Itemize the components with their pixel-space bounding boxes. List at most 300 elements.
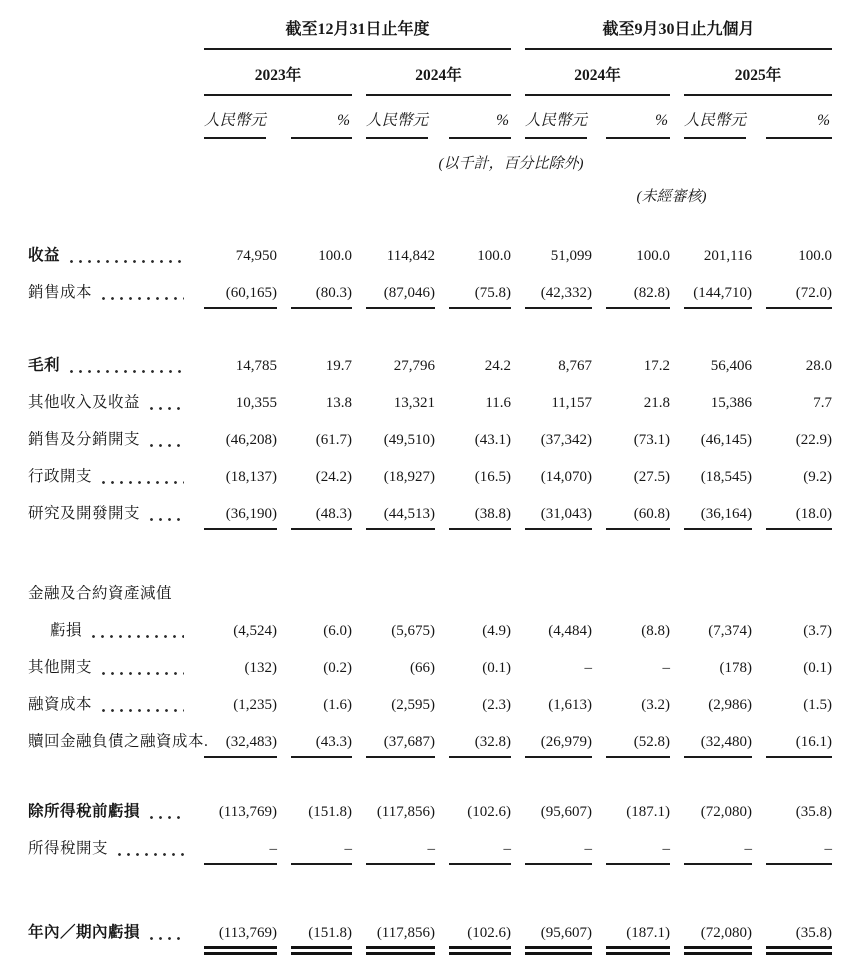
row-label: 銷售成本: [28, 284, 93, 301]
value-cell: [277, 905, 352, 955]
cell-value: 10,355: [235, 395, 277, 411]
value-cell: [511, 821, 592, 865]
percent-cell: [435, 96, 511, 139]
table-body: [28, 228, 832, 955]
year-header-row: [28, 50, 832, 96]
cell-value: 19.7: [325, 358, 352, 374]
cell-value: 7.7: [813, 395, 833, 411]
cell-value: (178): [719, 660, 753, 676]
value-cell: [752, 228, 832, 265]
value-cell: [670, 603, 752, 640]
dot-leader: [89, 634, 184, 639]
cell-value: (14,070): [540, 469, 593, 485]
cell-value: (8.8): [641, 623, 671, 639]
value-cell: [352, 603, 435, 640]
units-note-cell: [190, 139, 832, 173]
value-cell: [511, 265, 592, 309]
value-cell: [277, 486, 352, 530]
cell-value: (3.2): [641, 697, 671, 713]
cell-value: (44,513): [366, 506, 435, 530]
row-label-cell: [28, 821, 190, 865]
cell-value: (102.6): [449, 925, 511, 955]
cell-value: (18,137): [225, 469, 277, 485]
value-cell: [670, 566, 752, 603]
value-cell: [277, 228, 352, 265]
cell-value: (0.1): [482, 660, 512, 676]
dot-leader: [67, 369, 184, 374]
currency-label: 人民幣元: [525, 96, 587, 139]
cell-value: (1,613): [548, 697, 593, 713]
cell-value: 201,116: [703, 248, 753, 264]
dot-leader: [147, 936, 184, 941]
row-label-cell: [28, 905, 190, 955]
cell-value: (4,484): [548, 623, 593, 639]
cell-value: (1.6): [323, 697, 352, 713]
value-cell: [435, 486, 511, 530]
value-cell: [752, 375, 832, 412]
cell-value: (2.3): [482, 697, 512, 713]
cell-value: (95,607): [525, 925, 592, 955]
value-cell: [670, 412, 752, 449]
header-spacer-cell: [28, 173, 511, 206]
cell-value: (60,165): [204, 285, 277, 309]
value-cell: [277, 714, 352, 758]
row-label: 其他開支: [28, 659, 93, 676]
header-spacer-cell: [28, 10, 190, 50]
value-cell: [277, 566, 352, 603]
cell-value: (7,374): [708, 623, 753, 639]
cell-value: –: [606, 841, 670, 865]
cell-value: (75.8): [449, 285, 511, 309]
table-row: [28, 486, 832, 530]
value-cell: [511, 375, 592, 412]
dot-leader: [147, 815, 184, 820]
value-cell: [435, 265, 511, 309]
cell-value: (82.8): [606, 285, 670, 309]
value-cell: [190, 265, 277, 309]
value-cell: [435, 566, 511, 603]
value-cell: [435, 603, 511, 640]
row-label-cell: [28, 449, 190, 486]
value-cell: [752, 486, 832, 530]
value-cell: [190, 338, 277, 375]
cell-value: (61.7): [315, 432, 352, 448]
cell-value: (48.3): [291, 506, 352, 530]
value-cell: [670, 265, 752, 309]
value-cell: [435, 449, 511, 486]
table-row: [28, 784, 832, 821]
cell-value: (113,769): [218, 804, 277, 820]
table-row: [28, 449, 832, 486]
value-cell: [277, 265, 352, 309]
value-cell: [511, 412, 592, 449]
period-group-nine-months: [511, 10, 832, 50]
row-label-cell: [28, 640, 190, 677]
cell-value: (151.8): [291, 925, 352, 955]
cell-value: –: [366, 841, 435, 865]
period-header-annual: 截至12月31日止年度: [204, 10, 511, 50]
cell-value: (113,769): [204, 925, 277, 955]
value-cell: [277, 784, 352, 821]
value-cell: [352, 338, 435, 375]
table-row: [28, 714, 832, 758]
table-row: [28, 375, 832, 412]
value-cell: [752, 677, 832, 714]
value-cell: [670, 714, 752, 758]
value-cell: [670, 486, 752, 530]
value-cell: [752, 905, 832, 955]
percent-label: %: [766, 100, 832, 139]
row-label-cell: [28, 228, 190, 265]
cell-value: (18,927): [383, 469, 435, 485]
table-row: [28, 821, 832, 865]
value-cell: [435, 784, 511, 821]
section-spacer: [28, 758, 832, 784]
value-cell: [190, 821, 277, 865]
percent-cell: [592, 96, 670, 139]
cell-value: (6.0): [323, 623, 352, 639]
currency-cell: [190, 96, 277, 139]
cell-value: (18.0): [766, 506, 832, 530]
cell-value: (117,856): [366, 925, 435, 955]
value-cell: [435, 338, 511, 375]
cell-value: (38.8): [449, 506, 511, 530]
cell-value: (42,332): [525, 285, 592, 309]
cell-value: (43.1): [474, 432, 512, 448]
value-cell: [435, 228, 511, 265]
cell-value: (187.1): [606, 925, 670, 955]
cell-value: (0.2): [323, 660, 352, 676]
dot-leader: [147, 443, 184, 448]
value-cell: [592, 603, 670, 640]
value-cell: [592, 566, 670, 603]
cell-value: 8,767: [558, 358, 593, 374]
row-label-cell: [28, 603, 190, 640]
cell-value: (187.1): [626, 804, 671, 820]
value-cell: [670, 784, 752, 821]
cell-value: –: [584, 660, 593, 676]
year-cell-2025-9m: [670, 50, 832, 96]
value-cell: [752, 265, 832, 309]
value-cell: [670, 338, 752, 375]
value-cell: [352, 265, 435, 309]
value-cell: [277, 640, 352, 677]
value-cell: [277, 603, 352, 640]
value-cell: [190, 449, 277, 486]
value-cell: [277, 375, 352, 412]
table-row: [28, 905, 832, 955]
cell-value: (151.8): [308, 804, 352, 820]
cell-value: 100.0: [636, 248, 671, 264]
value-cell: [752, 338, 832, 375]
value-cell: [511, 603, 592, 640]
cell-value: (16.5): [474, 469, 512, 485]
dot-leader: [115, 852, 184, 857]
cell-value: 24.2: [484, 358, 512, 374]
table-row: [28, 640, 832, 677]
cell-value: (87,046): [366, 285, 435, 309]
table-row: [28, 677, 832, 714]
value-cell: [435, 821, 511, 865]
cell-value: (35.8): [766, 925, 832, 955]
row-label-cell: [28, 677, 190, 714]
cell-value: (2,595): [391, 697, 435, 713]
year-header-2024-9m: 2024年: [525, 50, 670, 96]
cell-value: (32,483): [204, 734, 277, 758]
period-header-nine-months: 截至9月30日止九個月: [525, 10, 832, 50]
section-spacer: [28, 530, 832, 566]
year-cell-2024: [352, 50, 511, 96]
cell-value: 27,796: [393, 358, 435, 374]
cell-value: (37,342): [540, 432, 593, 448]
cell-value: (46,145): [700, 432, 753, 448]
value-cell: [190, 905, 277, 955]
row-label: 除所得稅前虧損: [28, 803, 141, 820]
header-spacer-cell: [28, 139, 190, 173]
cell-value: (1.5): [803, 697, 833, 713]
value-cell: [670, 640, 752, 677]
value-cell: [435, 677, 511, 714]
value-cell: [190, 375, 277, 412]
cell-value: (72,080): [700, 804, 753, 820]
value-cell: [190, 784, 277, 821]
units-note-row: [28, 139, 832, 173]
value-cell: [670, 905, 752, 955]
row-label: 金融及合約資產減值: [28, 585, 173, 602]
unit-header-row: [28, 96, 832, 139]
currency-label: 人民幣元: [684, 96, 746, 139]
section-spacer: [28, 865, 832, 905]
value-cell: [511, 714, 592, 758]
value-cell: [592, 338, 670, 375]
cell-value: (132): [244, 660, 277, 676]
cell-value: (73.1): [633, 432, 671, 448]
cell-value: (144,710): [684, 285, 752, 309]
units-note: (以千計，百分比除外): [438, 156, 584, 172]
cell-value: (52.8): [606, 734, 670, 758]
value-cell: [752, 412, 832, 449]
year-header-2023: 2023年: [204, 50, 352, 96]
cell-value: 14,785: [235, 358, 277, 374]
row-label-cell: [28, 486, 190, 530]
row-label: 所得稅開支: [28, 840, 109, 857]
cell-value: (18,545): [700, 469, 753, 485]
year-header-2025-9m: 2025年: [684, 50, 832, 96]
value-cell: [592, 640, 670, 677]
cell-value: (36,164): [684, 506, 752, 530]
value-cell: [277, 449, 352, 486]
cell-value: (26,979): [525, 734, 592, 758]
cell-value: (95,607): [540, 804, 593, 820]
table-row: [28, 412, 832, 449]
value-cell: [277, 338, 352, 375]
table-row: [28, 603, 832, 640]
value-cell: [511, 228, 592, 265]
cell-value: (35.8): [795, 804, 833, 820]
row-label: 年內／期內虧損: [28, 924, 141, 941]
cell-value: (36,190): [204, 506, 277, 530]
value-cell: [592, 821, 670, 865]
cell-value: 100.0: [798, 248, 833, 264]
currency-cell: [352, 96, 435, 139]
value-cell: [511, 338, 592, 375]
value-cell: [592, 265, 670, 309]
row-label: 其他收入及收益: [28, 394, 141, 411]
value-cell: [352, 375, 435, 412]
unaudited-note-cell: [511, 173, 832, 206]
row-label-cell: [28, 714, 209, 758]
cell-value: 51,099: [550, 248, 593, 264]
cell-value: 11.6: [485, 395, 512, 411]
value-cell: [511, 905, 592, 955]
value-cell: [752, 566, 832, 603]
row-label: 融資成本: [28, 696, 93, 713]
row-label: 研究及開發開支: [28, 505, 141, 522]
value-cell: [752, 449, 832, 486]
value-cell: [277, 677, 352, 714]
cell-value: (32,480): [684, 734, 752, 758]
row-label-cell: [28, 375, 190, 412]
value-cell: [670, 449, 752, 486]
cell-value: (4.9): [482, 623, 512, 639]
section-spacer: [28, 309, 832, 338]
value-cell: [511, 486, 592, 530]
dot-leader: [147, 406, 184, 411]
cell-value: (27.5): [633, 469, 671, 485]
header-spacer-cell: [28, 50, 190, 96]
year-cell-2023: [190, 50, 352, 96]
cell-value: (32.8): [449, 734, 511, 758]
value-cell: [190, 228, 277, 265]
value-cell: [592, 449, 670, 486]
currency-label: 人民幣元: [204, 96, 266, 139]
row-label: 毛利: [28, 357, 61, 374]
value-cell: [592, 784, 670, 821]
cell-value: –: [449, 841, 511, 865]
value-cell: [435, 375, 511, 412]
table-row: [28, 228, 832, 265]
cell-value: (16.1): [766, 734, 832, 758]
currency-cell: [511, 96, 592, 139]
percent-label: %: [291, 100, 352, 139]
value-cell: [511, 640, 592, 677]
cell-value: (1,235): [233, 697, 277, 713]
cell-value: 13,321: [393, 395, 435, 411]
cell-value: (60.8): [606, 506, 670, 530]
value-cell: [352, 228, 435, 265]
cell-value: (46,208): [225, 432, 277, 448]
cell-value: (2,986): [708, 697, 753, 713]
value-cell: [277, 821, 352, 865]
value-cell: [352, 640, 435, 677]
cell-value: 15,386: [710, 395, 753, 411]
value-cell: [752, 603, 832, 640]
value-cell: [435, 640, 511, 677]
cell-value: (3.7): [803, 623, 833, 639]
cell-value: (43.3): [291, 734, 352, 758]
value-cell: [592, 677, 670, 714]
period-header-row: [28, 10, 832, 50]
cell-value: –: [684, 841, 752, 865]
value-cell: [352, 486, 435, 530]
value-cell: [670, 677, 752, 714]
value-cell: [592, 375, 670, 412]
cell-value: –: [525, 841, 592, 865]
year-header-2024: 2024年: [366, 50, 511, 96]
row-label: 虧損: [50, 622, 83, 639]
percent-cell: [752, 96, 832, 139]
value-cell: [435, 714, 511, 758]
value-cell: [511, 566, 592, 603]
dot-leader: [147, 517, 184, 522]
row-label-cell: [28, 412, 190, 449]
dot-leader: [67, 259, 184, 264]
header-spacer-cell: [28, 96, 190, 139]
value-cell: [592, 412, 670, 449]
cell-value: (24.2): [315, 469, 352, 485]
cell-value: 56,406: [710, 358, 753, 374]
period-group-annual: [190, 10, 511, 50]
cell-value: (4,524): [233, 623, 277, 639]
cell-value: 28.0: [805, 358, 833, 374]
table-row: [28, 566, 832, 603]
value-cell: [190, 677, 277, 714]
year-cell-2024-9m: [511, 50, 670, 96]
value-cell: [511, 784, 592, 821]
row-label: 收益: [28, 247, 61, 264]
unaudited-note-row: [28, 173, 832, 206]
value-cell: [352, 566, 435, 603]
cell-value: –: [662, 660, 671, 676]
cell-value: 100.0: [318, 248, 352, 264]
value-cell: [352, 677, 435, 714]
cell-value: (22.9): [795, 432, 833, 448]
value-cell: [352, 784, 435, 821]
cell-value: (66): [410, 660, 435, 676]
value-cell: [511, 677, 592, 714]
row-label-cell: [28, 784, 190, 821]
row-label-cell: [28, 338, 190, 375]
value-cell: [190, 486, 277, 530]
dot-leader: [99, 708, 184, 713]
value-cell: [190, 640, 277, 677]
value-cell: [190, 603, 277, 640]
value-cell: [511, 449, 592, 486]
value-cell: [752, 714, 832, 758]
value-cell: [190, 412, 277, 449]
table-row: [28, 265, 832, 309]
value-cell: [592, 486, 670, 530]
value-cell: [752, 821, 832, 865]
percent-label: %: [449, 100, 511, 139]
cell-value: (37,687): [366, 734, 435, 758]
cell-value: –: [291, 841, 352, 865]
percent-cell: [277, 96, 352, 139]
cell-value: (80.3): [291, 285, 352, 309]
cell-value: –: [766, 841, 832, 865]
row-label: 贖回金融負債之融資成本.: [28, 733, 209, 750]
cell-value: (117,856): [376, 804, 435, 820]
cell-value: (0.1): [803, 660, 833, 676]
cell-value: 114,842: [386, 248, 435, 264]
cell-value: –: [204, 841, 277, 865]
value-cell: [670, 821, 752, 865]
cell-value: (9.2): [803, 469, 833, 485]
cell-value: 13.8: [325, 395, 352, 411]
financial-table: [28, 10, 832, 955]
value-cell: [352, 821, 435, 865]
dot-leader: [99, 671, 184, 676]
